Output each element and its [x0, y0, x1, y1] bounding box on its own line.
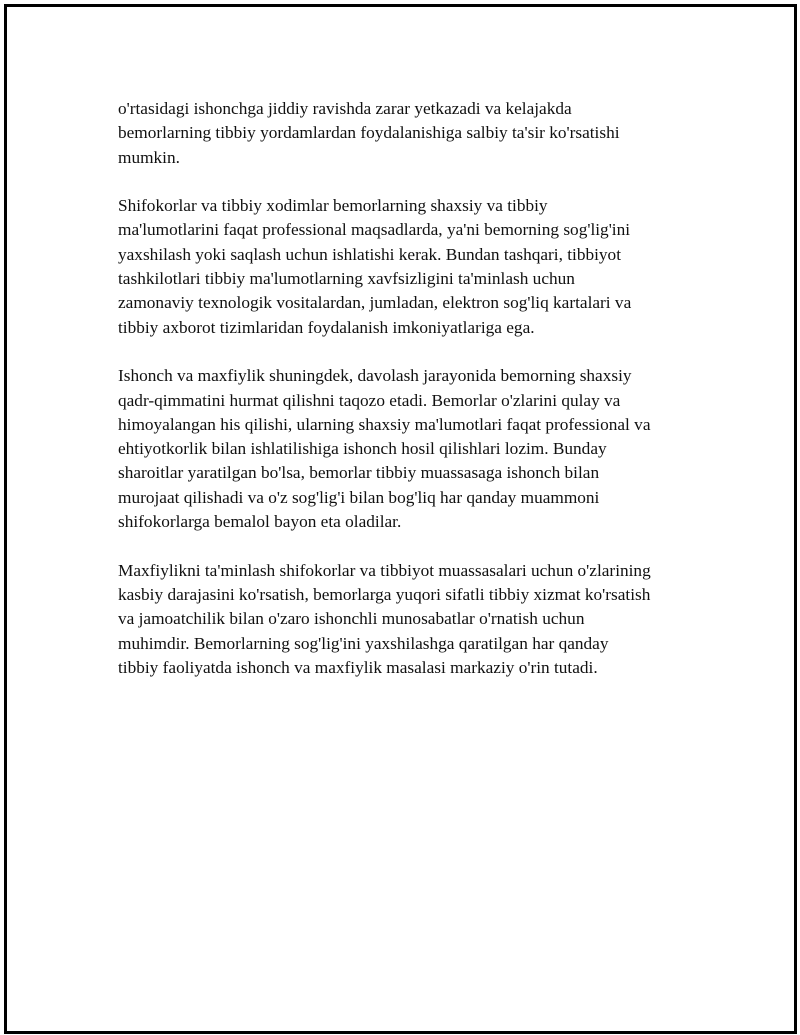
paragraph-2: Shifokorlar va tibbiy xodimlar bemorlarning shaxsiy va tibbiy ma'lumotlarini faqat professional maqsadlarda, ya'ni bemorning sog'lig'ini yaxshilash yoki saqlash uchun ishlatishi kerak. Bundan tashqari, tibbiyot tashkilotlari tibbiy ma'lumotlarning xavfsizligini ta'minlash uchun zamonaviy texnologik vositalardan, jumladan, elektron sog'liq kartalari va tibbiy axborot tizimlaridan foydalanish imkoniyatlariga ega.	[118, 196, 632, 337]
paragraph-4: Maxfiylikni ta'minlash shifokorlar va tibbiyot muassasalari uchun o'zlarining kasbiy darajasini ko'rsatish, bemorlarga yuqori sifatli tibbiy xizmat ko'rsatish va jamoatchilik bilan o'zaro ishonchli munosabatlar o'rnatish uchun muhimdir. Bemorlarning sog'lig'ini yaxshilashga qaratilgan har qanday tibbiy faoliyatda ishonch va maxfiylik masalasi markaziy o'rin tutadi.	[118, 560, 651, 677]
document-page	[4, 4, 797, 1034]
paragraph-1: o'rtasidagi ishonchga jiddiy ravishda zarar yetkazadi va kelajakda bemorlarning tibbiy yordamlardan foydalanishiga salbiy ta'sir ko'rsatishi mumkin.	[118, 99, 620, 167]
document-body	[118, 97, 708, 704]
paragraph-3: Ishonch va maxfiylik shuningdek, davolash jarayonida bemorning shaxsiy qadr-qimmatini hurmat qilishni taqozo etadi. Bemorlar o'zlarini qulay va himoyalangan his qilishi, ularning shaxsiy ma'lumotlari faqat professional va ehtiyotkorlik bilan ishlatilishiga ishonch hosil qilishlari lozim. Bunday sharoitlar yaratilgan bo'lsa, bemorlar tibbiy muassasaga ishonch bilan murojaat qilishadi va o'z sog'lig'i bilan bog'liq har qanday muammoni shifokorlarga bemalol bayon eta oladilar.	[118, 366, 651, 532]
